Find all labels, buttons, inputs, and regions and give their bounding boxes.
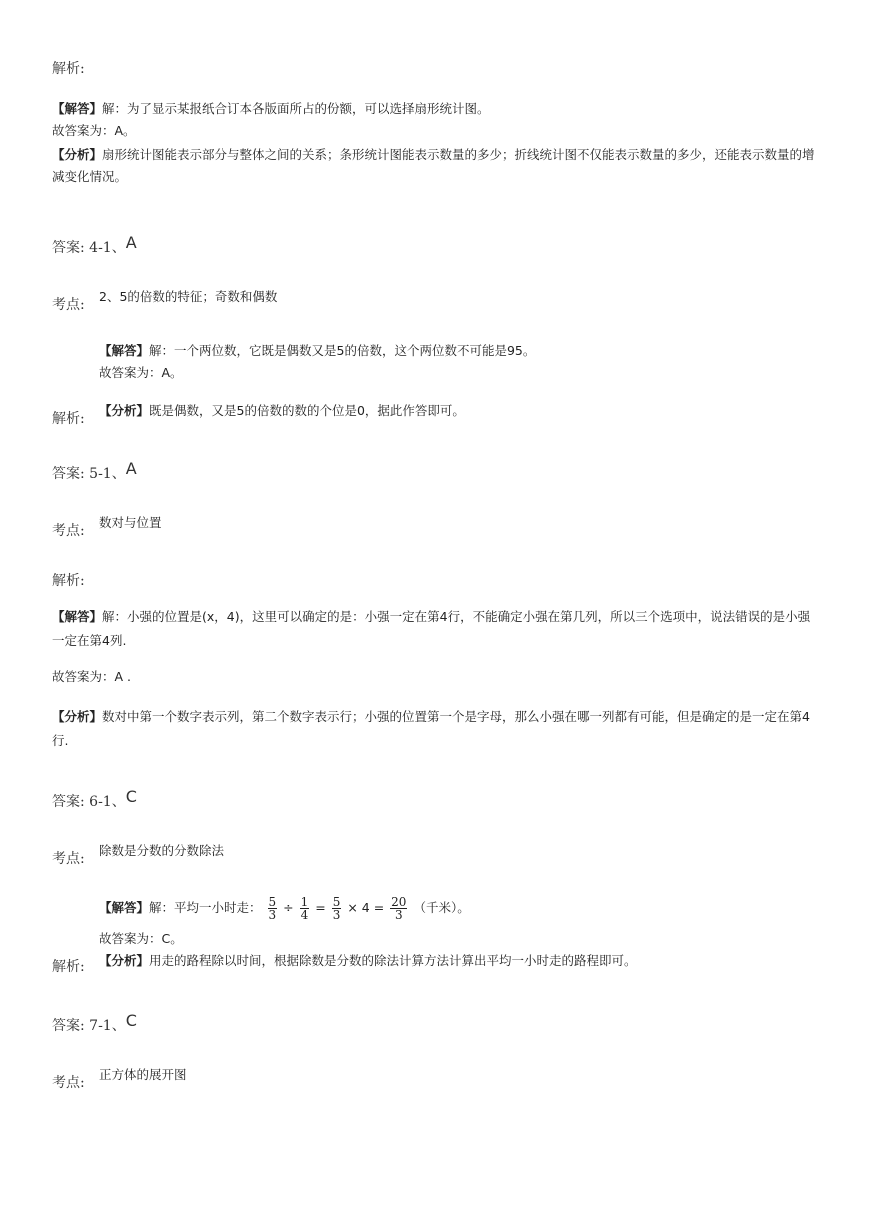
- analysis-label-1: 解析:: [52, 61, 85, 77]
- analysis-tag: 【分析】: [99, 403, 150, 418]
- solution-text: 解：一个两位数，它既是偶数又是5的倍数，这个两位数不可能是95。: [149, 343, 536, 358]
- solution-tag: 【解答】: [52, 609, 103, 624]
- knowledge-point-label: 考点:: [52, 297, 85, 313]
- solution-line-2: [99, 342, 535, 360]
- analysis-line-4: [99, 952, 637, 970]
- solution-paragraph-3: [52, 605, 822, 653]
- analysis-tag: 【分析】: [52, 147, 103, 162]
- solution-tag: 【解答】: [99, 343, 150, 358]
- fraction-5-3: $\frac{5}{3}$: [268, 895, 277, 922]
- solution-line-1: [52, 100, 490, 118]
- unit-text: （千米）。: [413, 900, 470, 915]
- answer-conclusion-3: 故答案为：A .: [52, 669, 131, 684]
- analysis-tag: 【分析】: [52, 709, 103, 724]
- analysis-label-2: 解析:: [52, 411, 85, 427]
- answer-value: A: [125, 459, 137, 478]
- solution-formula-line: [99, 894, 470, 922]
- equals-operator: =: [315, 900, 326, 915]
- divide-operator: ÷: [283, 900, 294, 915]
- answer-conclusion-2: 故答案为：A。: [99, 365, 183, 380]
- analysis-text: 扇形统计图能表示部分与整体之间的关系；条形统计图能表示数量的多少；折线统计图不仅能表示数量的多少，还能表示数量的增减变化情况。: [52, 147, 815, 184]
- analysis-label-4: 解析:: [52, 959, 85, 975]
- answer-label: 答案: 5-1、: [52, 466, 126, 482]
- solution-text: 解：小强的位置是(x，4)，这里可以确定的是：小强一定在第4行，不能确定小强在第几列，所以三个选项中，说法错误的是小强一定在第4列.: [52, 609, 811, 648]
- knowledge-point-label: 考点:: [52, 1075, 85, 1091]
- solution-text: 解：平均一小时走：: [149, 900, 262, 915]
- knowledge-point-text: 数对与位置: [99, 515, 162, 530]
- times-four-equals: × 4 =: [347, 900, 385, 915]
- answer-row-6-1: [52, 788, 137, 811]
- analysis-text: 既是偶数，又是5的倍数的数的个位是0，据此作答即可。: [149, 403, 465, 418]
- solution-tag: 【解答】: [99, 900, 150, 915]
- knowledge-point-label: 考点:: [52, 523, 85, 539]
- analysis-tag: 【分析】: [99, 953, 150, 968]
- solution-text: 解：为了显示某报纸合订本各版面所占的份额，可以选择扇形统计图。: [102, 101, 490, 116]
- analysis-text: 数对中第一个数字表示列，第二个数字表示行；小强的位置第一个是字母，那么小强在哪一列都有可能，但是确定的是一定在第4行.: [52, 709, 810, 748]
- solution-tag: 【解答】: [52, 101, 103, 116]
- answer-label: 答案: 7-1、: [52, 1018, 126, 1034]
- answer-label: 答案: 6-1、: [52, 794, 126, 810]
- knowledge-point-text: 2、5的倍数的特征；奇数和偶数: [99, 289, 278, 304]
- answer-row-4-1: [52, 234, 137, 257]
- answer-row-7-1: [52, 1012, 137, 1035]
- answer-value: A: [125, 233, 137, 252]
- analysis-paragraph-3: [52, 705, 822, 753]
- knowledge-point-label: 考点:: [52, 851, 85, 867]
- knowledge-point-text: 除数是分数的分数除法: [99, 843, 225, 858]
- fraction-1-4: $\frac{1}{4}$: [300, 895, 309, 922]
- fraction-5-3-b: $\frac{5}{3}$: [332, 895, 341, 922]
- answer-value: C: [125, 1011, 137, 1030]
- answer-label: 答案: 4-1、: [52, 240, 126, 256]
- answer-value: C: [125, 787, 137, 806]
- analysis-paragraph-1: [52, 144, 822, 188]
- analysis-label-3: 解析:: [52, 573, 85, 589]
- answer-row-5-1: [52, 460, 137, 483]
- analysis-line-2: [99, 402, 465, 420]
- answer-conclusion-1: 故答案为：A。: [52, 123, 136, 138]
- fraction-20-3: $\frac{20}{3}$: [391, 895, 407, 922]
- knowledge-point-text: 正方体的展开图: [99, 1067, 187, 1082]
- answer-conclusion-4: 故答案为：C。: [99, 931, 183, 946]
- analysis-text: 用走的路程除以时间，根据除数是分数的除法计算方法计算出平均一小时走的路程即可。: [149, 953, 637, 968]
